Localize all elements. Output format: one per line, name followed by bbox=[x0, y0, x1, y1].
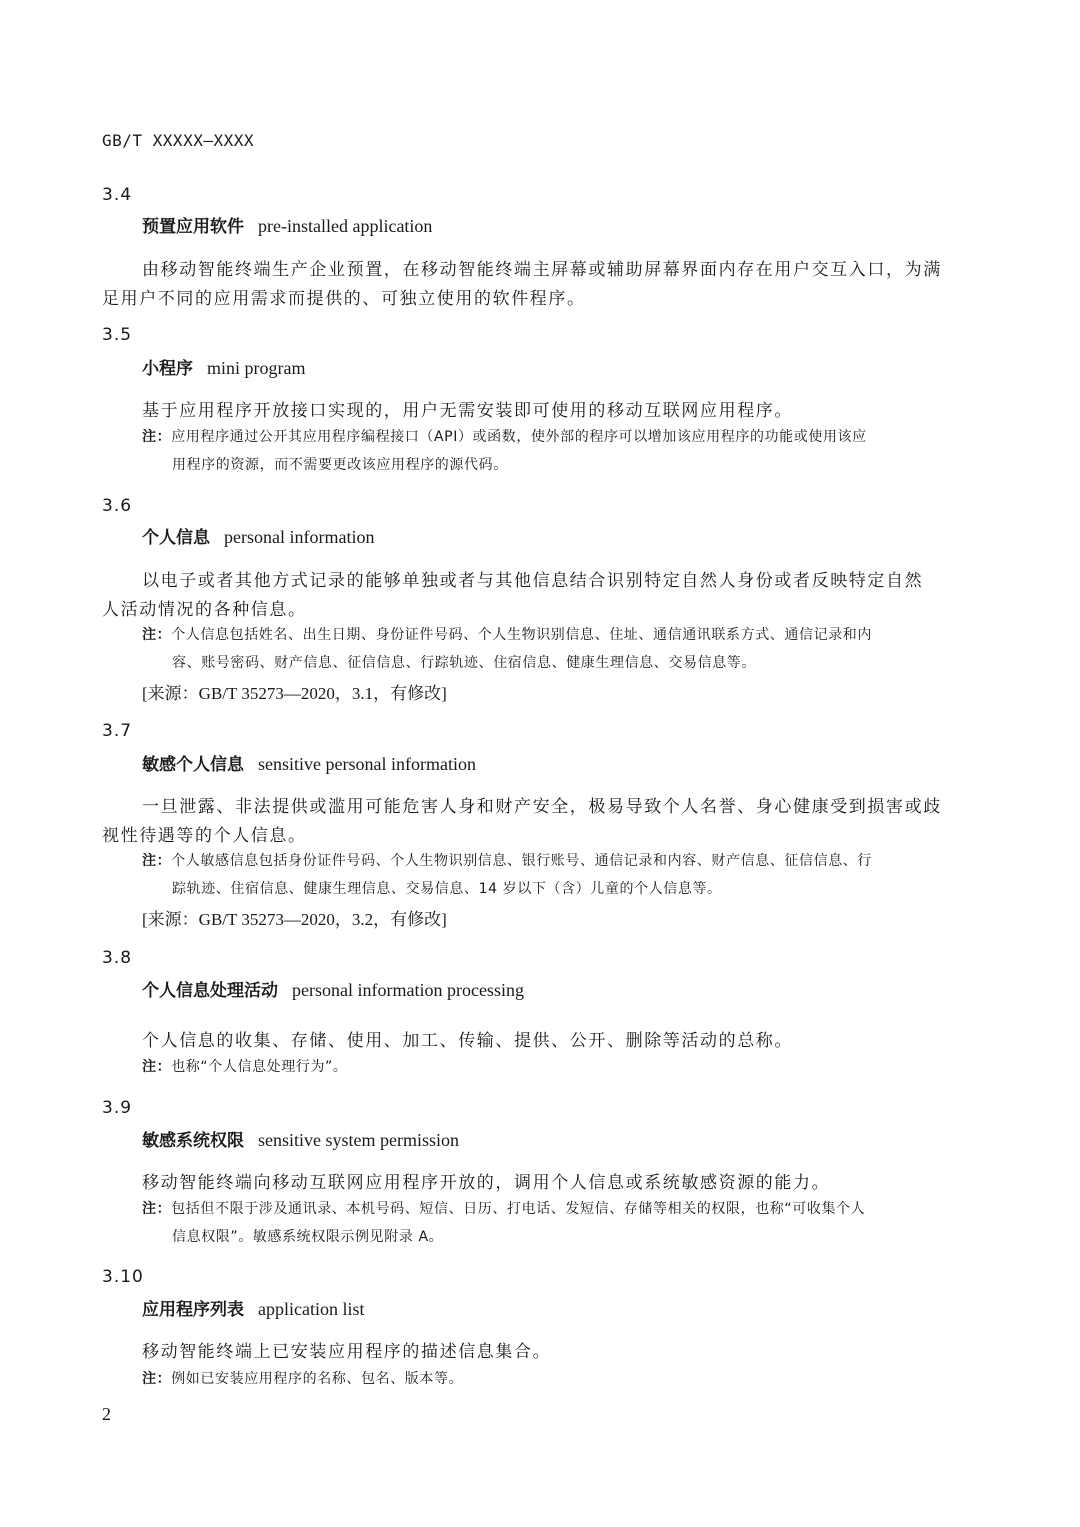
definition-line: 一旦泄露、非法提供或滥用可能危害人身和财产安全，极易导致个人名誉、身心健康受到损害或歧 bbox=[142, 797, 942, 817]
term-en: sensitive system permission bbox=[258, 1130, 459, 1150]
definition-line: 视性待遇等的个人信息。 bbox=[102, 826, 307, 846]
term-heading bbox=[142, 1295, 364, 1320]
note-line: 容、账号密码、财产信息、征信信息、行踪轨迹、住宿信息、健康生理信息、交易信息等。 bbox=[172, 655, 756, 671]
note-line bbox=[142, 1198, 865, 1218]
definition-line: 个人信息的收集、存储、使用、加工、传输、提供、公开、删除等活动的总称。 bbox=[142, 1031, 793, 1051]
note-label: 注： bbox=[142, 627, 172, 643]
note-line bbox=[142, 1056, 348, 1076]
clause-number: 3.10 bbox=[102, 1267, 144, 1287]
note-line: 用程序的资源，而不需要更改该应用程序的源代码。 bbox=[172, 457, 508, 473]
note-line bbox=[142, 624, 872, 644]
note-label: 注： bbox=[142, 1059, 172, 1075]
clause-number: 3.7 bbox=[102, 721, 133, 741]
note-text: 也称“个人信息处理行为”。 bbox=[171, 1059, 348, 1075]
definition-line: 移动智能终端上已安装应用程序的描述信息集合。 bbox=[142, 1342, 552, 1362]
term-en: personal information bbox=[224, 527, 375, 547]
term-en: mini program bbox=[207, 358, 306, 378]
note-line: 踪轨迹、住宿信息、健康生理信息、交易信息、14 岁以下（含）儿童的个人信息等。 bbox=[172, 881, 722, 897]
clause-number: 3.5 bbox=[102, 325, 133, 345]
definition-line: 以电子或者其他方式记录的能够单独或者与其他信息结合识别特定自然人身份或者反映特定自然 bbox=[142, 571, 924, 591]
note-text: 应用程序通过公开其应用程序编程接口（API）或函数，使外部的程序可以增加该应用程序的功能或使用该应 bbox=[171, 429, 867, 445]
definition-line: 由移动智能终端生产企业预置，在移动智能终端主屏幕或辅助屏幕界面内存在用户交互入口，为满 bbox=[142, 260, 942, 280]
standard-code-header: GB/T XXXXX—XXXX bbox=[102, 131, 254, 150]
term-en: personal information processing bbox=[292, 980, 524, 1000]
term-zh: 个人信息 bbox=[142, 528, 210, 548]
page-number: 2 bbox=[102, 1404, 111, 1424]
note-text: 包括但不限于涉及通讯录、本机号码、短信、日历、打电话、发短信、存储等相关的权限，也称“可收集个人 bbox=[171, 1201, 866, 1217]
definition-line: 移动智能终端向移动互联网应用程序开放的，调用个人信息或系统敏感资源的能力。 bbox=[142, 1173, 831, 1193]
definition-line: 足用户不同的应用需求而提供的、可独立使用的软件程序。 bbox=[102, 289, 586, 309]
term-heading bbox=[142, 750, 476, 775]
definition-line: 基于应用程序开放接口实现的，用户无需安装即可使用的移动互联网应用程序。 bbox=[142, 401, 793, 421]
term-heading bbox=[142, 523, 374, 548]
term-zh: 应用程序列表 bbox=[142, 1300, 244, 1320]
definition-line: 人活动情况的各种信息。 bbox=[102, 600, 307, 620]
term-heading bbox=[142, 976, 524, 1001]
term-en: sensitive personal information bbox=[258, 754, 476, 774]
term-en: application list bbox=[258, 1299, 365, 1319]
note-label: 注： bbox=[142, 429, 172, 445]
term-en: pre-installed application bbox=[258, 216, 433, 236]
term-heading bbox=[142, 212, 432, 237]
term-heading bbox=[142, 354, 305, 379]
note-label: 注： bbox=[142, 1201, 172, 1217]
clause-number: 3.8 bbox=[102, 948, 133, 968]
source-reference: [来源：GB/T 35273—2020，3.2，有修改] bbox=[142, 910, 447, 929]
term-zh: 敏感个人信息 bbox=[142, 755, 244, 775]
note-line: 信息权限”。敏感系统权限示例见附录 A。 bbox=[172, 1229, 444, 1245]
note-line bbox=[142, 1368, 463, 1388]
clause-number: 3.6 bbox=[102, 496, 133, 516]
note-label: 注： bbox=[142, 1371, 172, 1387]
clause-number: 3.9 bbox=[102, 1098, 133, 1118]
note-line bbox=[142, 426, 867, 446]
term-zh: 小程序 bbox=[142, 359, 193, 379]
term-heading bbox=[142, 1126, 459, 1151]
term-zh: 敏感系统权限 bbox=[142, 1131, 244, 1151]
term-zh: 个人信息处理活动 bbox=[142, 981, 278, 1001]
note-text: 个人信息包括姓名、出生日期、身份证件号码、个人生物识别信息、住址、通信通讯联系方式、通信记录和内 bbox=[171, 627, 872, 643]
note-line bbox=[142, 850, 872, 870]
note-text: 个人敏感信息包括身份证件号码、个人生物识别信息、银行账号、通信记录和内容、财产信息、征信信息、行 bbox=[171, 853, 872, 869]
source-reference: [来源：GB/T 35273—2020，3.1，有修改] bbox=[142, 684, 447, 703]
note-text: 例如已安装应用程序的名称、包名、版本等。 bbox=[171, 1371, 464, 1387]
note-label: 注： bbox=[142, 853, 172, 869]
clause-number: 3.4 bbox=[102, 185, 133, 205]
term-zh: 预置应用软件 bbox=[142, 217, 244, 237]
